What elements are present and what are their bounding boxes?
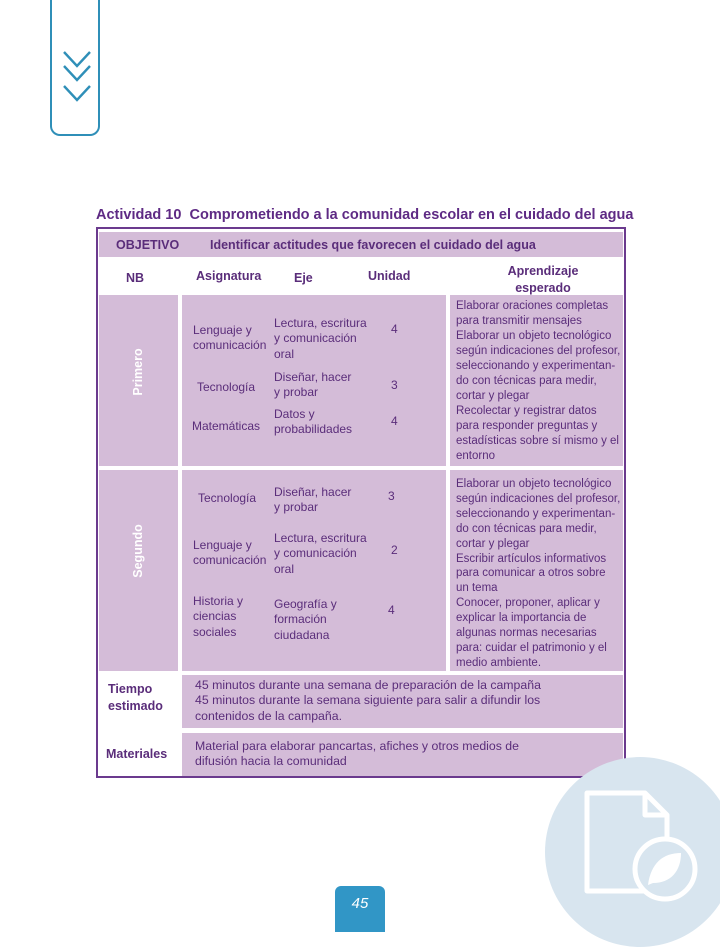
aprendizaje-line: según indicaciones del profesor,	[456, 345, 621, 357]
document-leaf-badge	[545, 757, 720, 947]
aprendizaje-line: para: cuidar el patrimonio y el	[456, 641, 607, 654]
aprendizaje-line: Elaborar un objeto tecnológico	[456, 330, 612, 342]
segundo-row2-asignatura	[193, 538, 266, 569]
segundo-aprendizaje	[456, 477, 620, 671]
segundo-label: Segundo	[131, 524, 145, 578]
tiempo-text	[195, 678, 541, 724]
aprendizaje-line: explicar la importancia de	[456, 612, 587, 625]
asignatura-line: comunicación	[193, 338, 267, 353]
primero-row3-unidad: 4	[391, 414, 398, 428]
materiales-line: difusión hacia la comunidad	[195, 754, 347, 769]
primero-row2-unidad: 3	[391, 378, 398, 392]
asignatura-line: ciencias	[193, 609, 237, 624]
aprendizaje-line: para comunicar a otros sobre	[456, 567, 606, 580]
eje-line: formación	[274, 612, 327, 627]
asignatura-line: Lenguaje y	[193, 538, 252, 552]
aprendizaje-line: Elaborar oraciones completas	[456, 300, 609, 312]
primero-row2-eje	[274, 370, 351, 401]
tiempo-line: contenidos de la campaña.	[195, 708, 342, 723]
eje-line: y comunicación	[274, 546, 357, 561]
header-eje: Eje	[294, 271, 313, 285]
primero-aprendizaje	[456, 299, 620, 464]
materiales-label: Materiales	[106, 747, 168, 761]
header-unidad: Unidad	[368, 269, 411, 283]
header-aprendizaje	[498, 263, 588, 297]
asignatura-line: sociales	[193, 624, 237, 639]
primero-row1-eje	[274, 316, 367, 362]
materiales-line: Material para elaborar pancartas, afiches y otros medios de	[195, 739, 519, 753]
segundo-row3-unidad: 4	[388, 603, 395, 617]
eje-line: y probar	[274, 385, 319, 400]
aprendizaje-line: algunas normas necesarias	[456, 627, 597, 640]
activity-number: 10	[165, 207, 182, 223]
tiempo-line: 45 minutos durante la semana siguiente para salir a difundir los	[195, 693, 541, 708]
eje-line: Lectura, escritura	[274, 316, 367, 330]
primero-label: Primero	[131, 348, 145, 396]
eje-line: oral	[274, 346, 295, 361]
eje-line: probabilidades	[274, 422, 353, 437]
aprendizaje-line: según indicaciones del profesor,	[456, 492, 621, 505]
aprendizaje-line: seleccionando y experimentan-	[456, 507, 616, 520]
eje-line: y comunicación	[274, 331, 357, 346]
aprendizaje-line: para responder preguntas y	[456, 420, 598, 432]
eje-line: Datos y	[274, 407, 315, 421]
document-leaf-icon	[545, 757, 720, 947]
header-asignatura: Asignatura	[196, 269, 262, 283]
eje-line: Lectura, escritura	[274, 531, 367, 545]
asignatura-line: Lenguaje y	[193, 323, 252, 337]
header-aprendizaje-1: Aprendizaje	[507, 264, 579, 278]
primero-row3-eje	[274, 407, 352, 438]
segundo-row3-asignatura	[193, 594, 243, 640]
tiempo-label-1: Tiempo	[108, 682, 153, 696]
tiempo-line: 45 minutos durante una semana de preparación de la campaña	[195, 678, 541, 692]
aprendizaje-line: do con técnicas para medir,	[456, 522, 597, 535]
aprendizaje-line: cortar y plegar	[456, 390, 530, 402]
materiales-text	[195, 739, 519, 770]
segundo-row2-eje	[274, 531, 367, 577]
activity-title-text: Comprometiendo a la comunidad escolar en el cuidado del agua	[189, 207, 634, 223]
aprendizaje-line: un tema	[456, 582, 498, 595]
tiempo-label	[108, 681, 163, 715]
primero-row1-asignatura	[193, 323, 266, 354]
segundo-row1-asignatura: Tecnología	[198, 491, 257, 505]
asignatura-line: Historia y	[193, 594, 244, 608]
primero-row3-asignatura: Matemáticas	[192, 419, 261, 433]
header-nb: NB	[126, 271, 145, 285]
activity-label: Actividad	[96, 207, 162, 223]
aprendizaje-line: do con técnicas para medir,	[456, 375, 597, 387]
objective-text: Identificar actitudes que favorecen el cuidado del agua	[210, 238, 536, 252]
aprendizaje-line: Recolectar y registrar datos	[456, 405, 597, 417]
aprendizaje-line: para transmitir mensajes	[456, 315, 582, 327]
triple-chevron-down-icon	[62, 48, 92, 116]
tiempo-label-2: estimado	[108, 699, 163, 713]
segundo-row1-unidad: 3	[388, 489, 395, 503]
segundo-row3-eje	[274, 597, 337, 643]
aprendizaje-line: medio ambiente.	[456, 656, 542, 669]
aprendizaje-line: seleccionando y experimentan-	[456, 360, 616, 372]
header-aprendizaje-2: esperado	[515, 281, 571, 295]
primero-row2-asignatura: Tecnología	[197, 380, 256, 394]
aprendizaje-line: Conocer, proponer, aplicar y	[456, 597, 600, 610]
activity-title	[96, 207, 633, 223]
asignatura-line: comunicación	[193, 553, 267, 568]
nav-tab[interactable]	[50, 0, 100, 136]
eje-line: oral	[274, 561, 295, 576]
objective-label: OBJETIVO	[116, 238, 180, 252]
segundo-row2-unidad: 2	[391, 543, 398, 557]
eje-line: y probar	[274, 500, 319, 515]
aprendizaje-line: estadísticas sobre sí mismo y el	[456, 435, 619, 447]
eje-line: Geografía y	[274, 597, 337, 611]
aprendizaje-line: Escribir artículos informativos	[456, 552, 607, 565]
eje-line: Diseñar, hacer	[274, 370, 352, 384]
activity-table	[96, 227, 626, 778]
aprendizaje-line: Elaborar un objeto tecnológico	[456, 478, 612, 490]
eje-line: ciudadana	[274, 627, 330, 642]
eje-line: Diseñar, hacer	[274, 485, 352, 499]
segundo-row1-eje	[274, 485, 351, 516]
aprendizaje-line: cortar y plegar	[456, 537, 530, 550]
aprendizaje-line: entorno	[456, 450, 496, 462]
primero-row1-unidad: 4	[391, 322, 398, 336]
page-number: 45	[335, 886, 385, 932]
